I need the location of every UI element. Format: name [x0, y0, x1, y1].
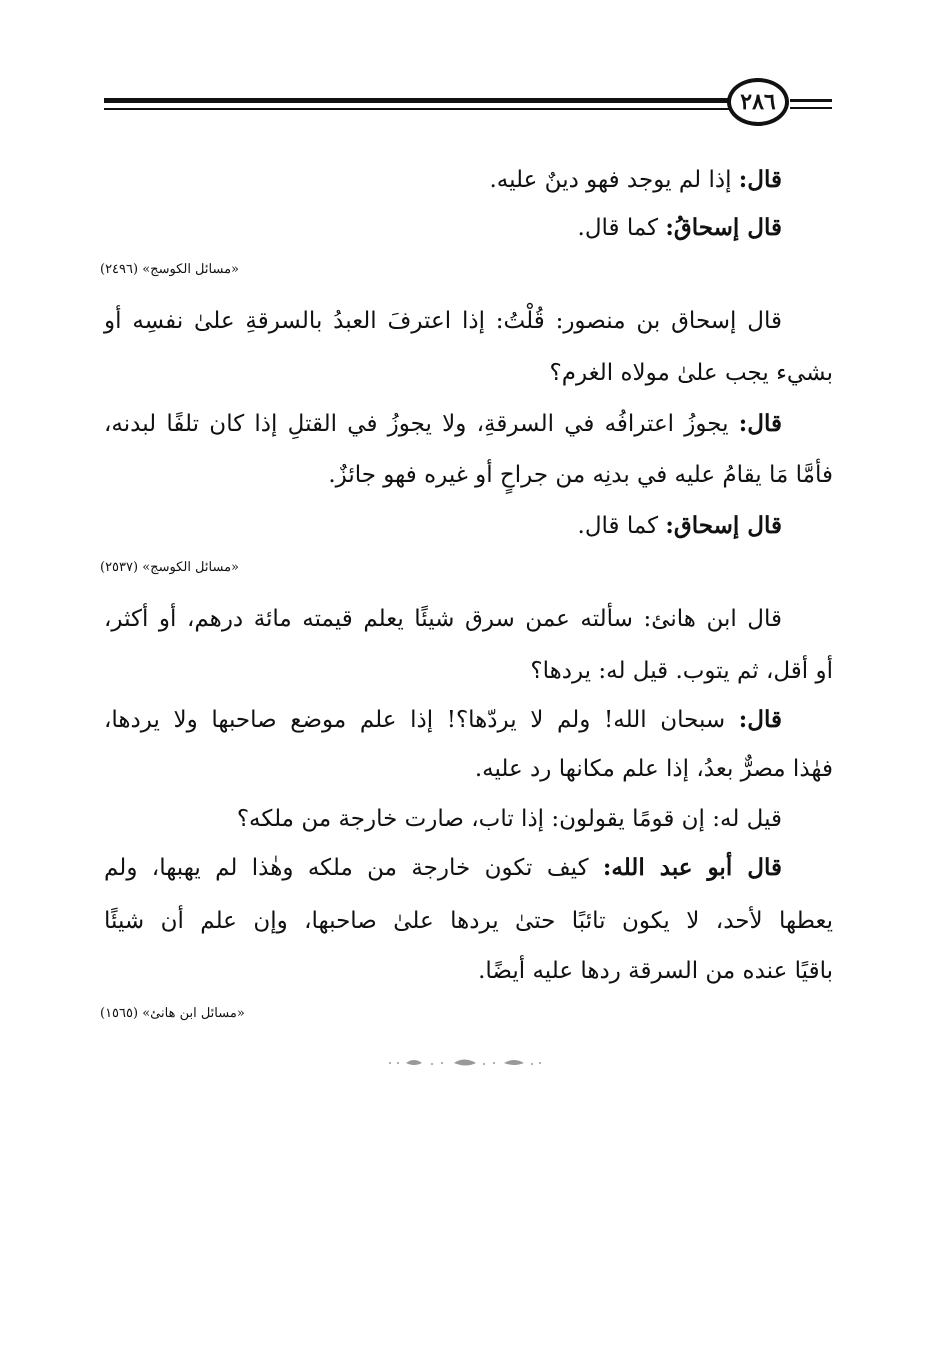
line-text: قيل له: إن قومًا يقولون: إذا تاب، صارت خارجة من ملكه؟ — [236, 806, 782, 832]
line-text: فهٰذا مصرٌّ بعدُ، إذا علم مكانها رد عليه. — [474, 756, 833, 782]
page-number: ٢٨٦ — [727, 78, 789, 126]
speaker-label: قال إسحاق: — [665, 512, 782, 539]
line-text: بشيء يجب علىٰ مولاه الغرم؟ — [549, 360, 833, 386]
line-text: باقيًا عنده من السرقة ردها عليه أيضًا. — [478, 958, 833, 984]
text-line — [550, 360, 834, 388]
text-line — [578, 214, 782, 243]
speaker-label: قال: — [738, 706, 782, 733]
line-text: فأمَّا مَا يقامُ عليه في بدنِه من جراحٍ أو غيره فهو جائزٌ. — [328, 462, 833, 488]
line-text: يعطها لأحد، لا يكون تائبًا حتىٰ يردها علىٰ صاحبها، وإن علم أن شيئًا — [104, 908, 833, 934]
line-text: قال ابن هانئ: سألته عمن سرق شيئًا يعلم قيمته مائة درهم، أو أكثر، — [104, 606, 782, 632]
speaker-label: قال: — [738, 166, 782, 193]
line-text: أو أقل، ثم يتوب. قيل له: يردها؟ — [530, 658, 833, 684]
text-line — [104, 908, 833, 936]
line-text: كيف تكون خارجة من ملكه وهٰذا لم يهبها، ولم — [104, 855, 603, 881]
source-reference: «مسائل الكوسج» (٢٥٣٧) — [100, 560, 239, 575]
text-line — [237, 806, 782, 834]
header-rule-thin — [104, 108, 730, 110]
text-line — [104, 606, 782, 634]
line-text: قال إسحاق بن منصور: قُلْتُ: إذا اعترفَ العبدُ بالسرقةِ علىٰ نفسِه أو — [104, 308, 782, 334]
text-line — [104, 410, 782, 439]
line-text: يجوزُ اعترافُه في السرقةِ، ولا يجوزُ في القتلِ إذا كان تلفًا لبدنه، — [104, 411, 739, 437]
end-ornament — [380, 1055, 550, 1069]
line-text: سبحان الله! ولم لا يردّها؟! إذا علم موضع صاحبها ولا يردها، — [104, 707, 739, 733]
line-text: كما قال. — [577, 215, 666, 241]
text-line — [530, 658, 833, 686]
text-line — [478, 958, 833, 986]
text-line — [104, 308, 782, 336]
speaker-label: قال أبو عبد الله: — [602, 854, 782, 881]
text-line — [578, 512, 782, 541]
source-reference: «مسائل ابن هانئ» (١٥٦٥) — [100, 1006, 245, 1021]
text-line — [475, 756, 833, 784]
text-line — [104, 706, 782, 735]
header-rule-right-thin — [790, 107, 832, 109]
text-line — [489, 166, 782, 195]
header-rule — [104, 98, 730, 103]
source-reference: «مسائل الكوسج» (٢٤٩٦) — [100, 262, 239, 277]
speaker-label: قال إسحاقُ: — [665, 214, 782, 241]
text-line — [328, 462, 833, 490]
speaker-label: قال: — [738, 410, 782, 437]
header-rule-right — [790, 99, 832, 102]
line-text: إذا لم يوجد فهو دينٌ عليه. — [489, 167, 739, 193]
text-line — [104, 854, 782, 883]
line-text: كما قال. — [577, 513, 666, 539]
